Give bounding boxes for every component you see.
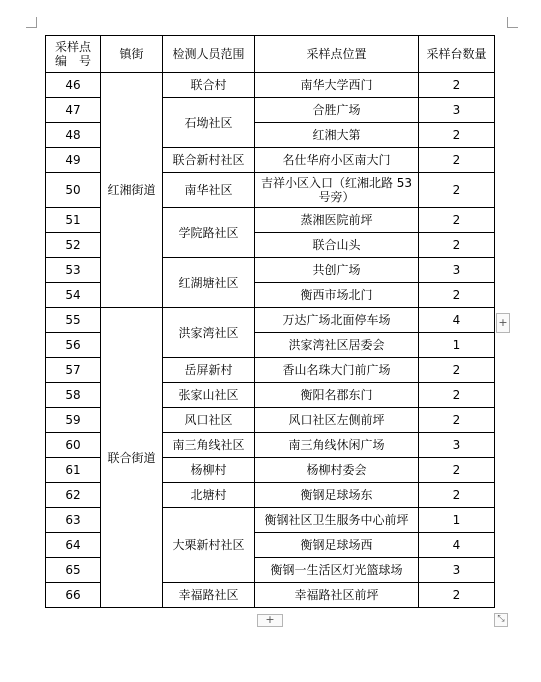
count-cell: 4 [419, 533, 495, 558]
location-cell: 衡钢一生活区灯光篮球场 [255, 558, 419, 583]
count-cell: 2 [419, 73, 495, 98]
location-cell: 共创广场 [255, 258, 419, 283]
table-row [46, 308, 495, 333]
count-cell: 3 [419, 258, 495, 283]
count-cell: 4 [419, 308, 495, 333]
location-cell: 衡钢社区卫生服务中心前坪 [255, 508, 419, 533]
street-cell: 联合街道 [101, 308, 163, 608]
row-id: 62 [46, 483, 101, 508]
location-cell: 衡阳名郡东门 [255, 383, 419, 408]
add-column-button[interactable]: + [257, 614, 283, 627]
header-street: 镇街 [101, 36, 163, 73]
row-id: 57 [46, 358, 101, 383]
row-id: 54 [46, 283, 101, 308]
count-cell: 2 [419, 458, 495, 483]
row-id: 47 [46, 98, 101, 123]
row-id: 58 [46, 383, 101, 408]
row-id: 66 [46, 583, 101, 608]
scope-cell: 幸福路社区 [163, 583, 255, 608]
count-cell: 2 [419, 583, 495, 608]
count-cell: 3 [419, 433, 495, 458]
location-cell: 吉祥小区入口（红湘北路 53 号旁） [255, 173, 419, 208]
count-cell: 3 [419, 98, 495, 123]
location-cell: 杨柳村委会 [255, 458, 419, 483]
add-row-button[interactable]: + [496, 313, 510, 333]
row-id: 61 [46, 458, 101, 483]
row-id: 46 [46, 73, 101, 98]
location-cell: 香山名珠大门前广场 [255, 358, 419, 383]
row-id: 51 [46, 208, 101, 233]
row-id: 65 [46, 558, 101, 583]
count-cell: 1 [419, 508, 495, 533]
header-count: 采样台数量 [419, 36, 495, 73]
location-cell: 幸福路社区前坪 [255, 583, 419, 608]
scope-cell: 北塘村 [163, 483, 255, 508]
row-id: 50 [46, 173, 101, 208]
row-id: 52 [46, 233, 101, 258]
scope-cell: 大栗新村社区 [163, 508, 255, 583]
scope-cell: 红湖塘社区 [163, 258, 255, 308]
scope-cell: 联合新村社区 [163, 148, 255, 173]
row-id: 53 [46, 258, 101, 283]
count-cell: 3 [419, 558, 495, 583]
row-id: 64 [46, 533, 101, 558]
count-cell: 2 [419, 123, 495, 148]
row-id: 60 [46, 433, 101, 458]
scope-cell: 南华社区 [163, 173, 255, 208]
row-id: 56 [46, 333, 101, 358]
count-cell: 1 [419, 333, 495, 358]
scope-cell: 张家山社区 [163, 383, 255, 408]
location-cell: 南三角线休闲广场 [255, 433, 419, 458]
scope-cell: 岳屏新村 [163, 358, 255, 383]
row-id: 55 [46, 308, 101, 333]
row-id: 63 [46, 508, 101, 533]
margin-corner-mark [26, 17, 37, 28]
location-cell: 蒸湘医院前坪 [255, 208, 419, 233]
count-cell: 2 [419, 173, 495, 208]
location-cell: 衡钢足球场西 [255, 533, 419, 558]
scope-cell: 石坳社区 [163, 98, 255, 148]
location-cell: 万达广场北面停车场 [255, 308, 419, 333]
location-cell: 风口社区左侧前坪 [255, 408, 419, 433]
location-cell: 联合山头 [255, 233, 419, 258]
location-cell: 红湘大第 [255, 123, 419, 148]
location-cell: 衡钢足球场东 [255, 483, 419, 508]
scope-cell: 联合村 [163, 73, 255, 98]
location-cell: 衡西市场北门 [255, 283, 419, 308]
scope-cell: 风口社区 [163, 408, 255, 433]
header-id: 采样点 编 号 [46, 36, 101, 73]
row-id: 59 [46, 408, 101, 433]
margin-corner-mark [507, 17, 518, 28]
location-cell: 洪家湾社区居委会 [255, 333, 419, 358]
count-cell: 2 [419, 208, 495, 233]
header-location: 采样点位置 [255, 36, 419, 73]
count-cell: 2 [419, 233, 495, 258]
sampling-point-table [45, 35, 495, 608]
scope-cell: 杨柳村 [163, 458, 255, 483]
location-cell: 名仕华府小区南大门 [255, 148, 419, 173]
scope-cell: 南三角线社区 [163, 433, 255, 458]
count-cell: 2 [419, 283, 495, 308]
table-header-row [46, 36, 495, 73]
row-id: 49 [46, 148, 101, 173]
count-cell: 2 [419, 483, 495, 508]
scope-cell: 学院路社区 [163, 208, 255, 258]
table-resize-handle[interactable]: ⤡ [494, 613, 508, 627]
header-scope: 检测人员范围 [163, 36, 255, 73]
location-cell: 合胜广场 [255, 98, 419, 123]
count-cell: 2 [419, 358, 495, 383]
table-row [46, 73, 495, 98]
count-cell: 2 [419, 408, 495, 433]
row-id: 48 [46, 123, 101, 148]
street-cell: 红湘街道 [101, 73, 163, 308]
count-cell: 2 [419, 383, 495, 408]
count-cell: 2 [419, 148, 495, 173]
scope-cell: 洪家湾社区 [163, 308, 255, 358]
location-cell: 南华大学西门 [255, 73, 419, 98]
